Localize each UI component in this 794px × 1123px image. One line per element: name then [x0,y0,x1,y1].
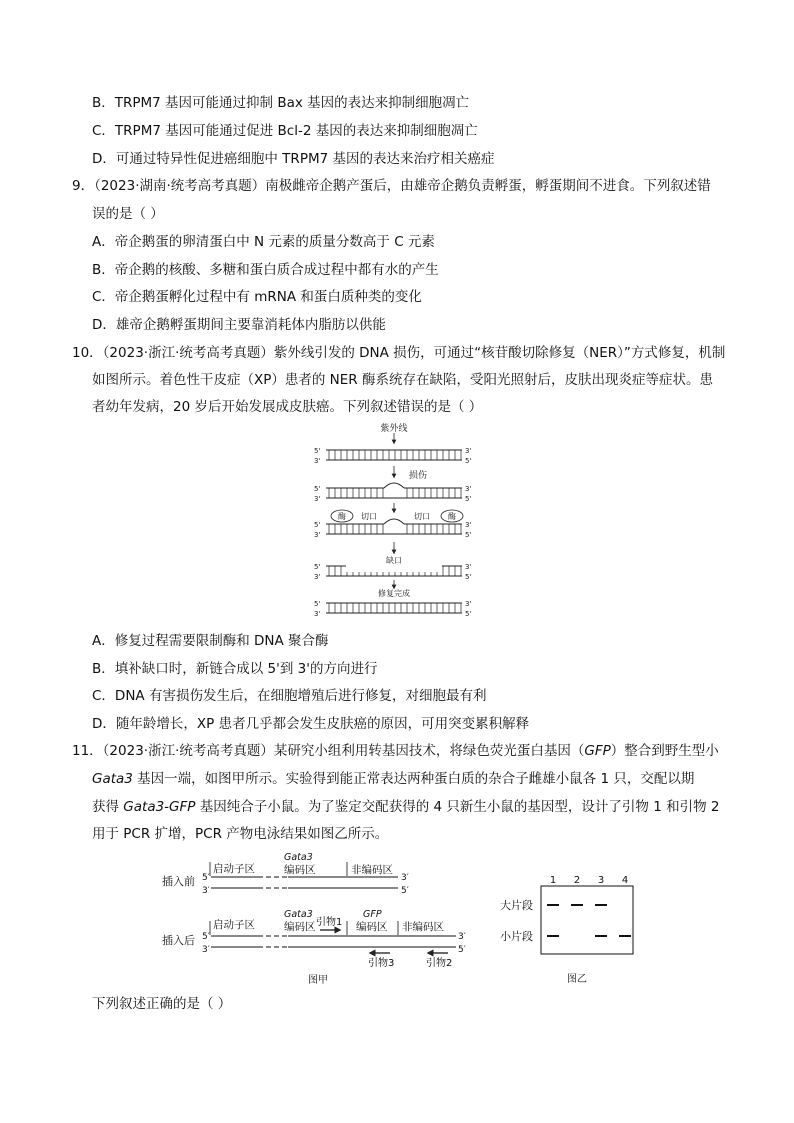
dna-row-4 [314,563,471,581]
svg-text:3': 3' [465,521,472,529]
noncoding-label-1: 非编码区 [351,864,393,876]
q10-option-a: A．修复过程需要限制酶和 DNA 聚合酶 [92,633,329,649]
svg-text:3': 3' [465,485,472,493]
svg-text:5': 5' [314,447,321,455]
svg-text:5': 5' [314,563,321,571]
svg-text:3': 3' [465,447,472,455]
q9-option-c: C．帝企鹅蛋孵化过程中有 mRNA 和蛋白质种类的变化 [92,289,422,305]
svg-text:5': 5' [465,457,472,465]
big-fragment-label: 大片段 [500,899,533,912]
q11-stem-line3: 获得 Gata3-GFP 基因纯合子小鼠。为了鉴定交配获得的 4 只新生小鼠的基因型，设计了引物 1 和引物 2 [92,799,720,815]
svg-text:3′: 3′ [401,873,409,883]
svg-text:5': 5' [314,485,321,493]
ner-repair-figure [312,420,482,620]
q9-option-d: D．雄帝企鹅孵蛋期间主要靠消耗体内脂肪以供能 [92,317,386,333]
cut-right-label: 切口 [414,512,430,521]
coding-label-2: 编码区 [284,921,316,933]
q11-stem-line1: 11．（2023·浙江·统考高考真题）某研究小组利用转基因技术，将绿色荧光蛋白基因（GFP）整合到野生型小 [72,743,719,759]
q11-ask: 下列叙述正确的是（ ） [92,996,232,1012]
before-label: 插入前 [162,875,195,888]
svg-text:5′: 5′ [202,932,210,942]
dna-row-5 [314,600,471,618]
dna-row-2 [314,483,471,503]
gel-frame [541,886,633,954]
done-label: 修复完成 [378,589,410,598]
small-fragment-label: 小片段 [500,930,533,943]
svg-text:5': 5' [314,600,321,608]
svg-text:3': 3' [314,457,321,465]
damage-label: 损伤 [409,471,428,481]
svg-text:3': 3' [314,495,321,503]
svg-text:3': 3' [314,531,321,539]
primer2-label: 引物2 [426,958,453,969]
promoter-label-2: 启动子区 [213,919,255,931]
svg-text:3': 3' [314,610,321,618]
figure-yi-caption: 图乙 [567,974,587,985]
after-label: 插入后 [162,934,195,947]
q9-option-a: A．帝企鹅蛋的卵清蛋白中 N 元素的质量分数高于 C 元素 [92,234,435,250]
coding-label-3: 编码区 [356,921,388,933]
svg-text:3′: 3′ [202,886,210,896]
svg-text:5': 5' [465,573,472,581]
svg-text:3′: 3′ [202,945,210,955]
figure-jia-caption: 图甲 [308,975,328,986]
gata3-label-2: Gata3 [284,909,313,920]
q8-option-d: D．可通过特异性促进癌细胞中 TRPM7 基因的表达来治疗相关癌症 [92,151,495,167]
gfp-gene-name: GFP [584,743,611,759]
cut-left-label: 切口 [361,512,377,521]
enzyme-left-label: 酶 [338,512,346,521]
q10-stem-line2: 如图所示。着色性干皮症（XP）患者的 NER 酶系统存在缺陷，受阳光照射后，皮肤出现炎症等症状。患 [92,372,713,388]
coding-label-1: 编码区 [284,864,316,876]
figure-jia [158,848,478,988]
svg-text:3': 3' [465,600,472,608]
svg-text:5': 5' [314,521,321,529]
q10-option-b: B．填补缺口时，新链合成以 5'到 3'的方向进行 [92,661,378,677]
svg-text:5': 5' [465,610,472,618]
q11-stem-line4: 用于 PCR 扩增，PCR 产物电泳结果如图乙所示。 [92,826,389,842]
svg-text:5': 5' [465,495,472,503]
enzyme-right-label: 酶 [448,512,456,521]
lane-1-label: 1 [549,875,557,886]
svg-text:5′: 5′ [458,945,466,955]
svg-text:5′: 5′ [401,886,409,896]
q9-stem-line2: 误的是（ ） [92,206,164,222]
noncoding-label-2: 非编码区 [402,921,444,933]
gata3-label-1: Gata3 [284,852,313,863]
q8-option-b: B．TRPM7 基因可能通过抑制 Bax 基因的表达来抑制细胞凋亡 [92,95,470,111]
gfp-label: GFP [363,909,382,920]
svg-text:3′: 3′ [458,932,466,942]
gata3-gfp-gene-name: Gata3-GFP [123,799,196,815]
q10-option-c: C．DNA 有害损伤发生后，在细胞增殖后进行修复，对细胞最有利 [92,688,487,704]
lane-2-label: 2 [573,875,581,886]
svg-text:5′: 5′ [202,873,210,883]
q10-stem-line1: 10．（2023·浙江·统考高考真题）紫外线引发的 DNA 损伤，可通过“核苷酸切除修复（NER）”方式修复，机制 [72,345,726,361]
svg-text:3': 3' [314,573,321,581]
q10-option-d: D．随年龄增长，XP 患者几乎都会发生皮肤癌的原因，可用突变累积解释 [92,716,530,732]
lane-4-label: 4 [621,875,629,886]
q10-stem-line3: 者幼年发病，20 岁后开始发展成皮肤癌。下列叙述错误的是（ ） [92,399,483,415]
svg-text:5': 5' [465,531,472,539]
q9-option-b: B．帝企鹅的核酸、多糖和蛋白质合成过程中都有水的产生 [92,262,439,278]
gata3-gene-name: Gata3 [92,771,133,787]
primer3-label: 引物3 [368,958,395,969]
q9-stem-line1: 9．（2023·湖南·统考高考真题）南极雌帝企鹅产蛋后，由雄帝企鹅负责孵蛋，孵蛋期间不进食。下列叙述错 [72,178,711,194]
q11-stem-line2: Gata3 基因一端，如图甲所示。实验得到能正常表达两种蛋白质的杂合子雌雄小鼠各 1 只，交配以期 [92,771,695,787]
svg-text:3': 3' [465,563,472,571]
lane-3-label: 3 [597,875,605,886]
q8-option-c: C．TRPM7 基因可能通过促进 Bcl-2 基因的表达来抑制细胞凋亡 [92,123,478,139]
primer1-label: 引物1 [316,917,343,928]
figure-yi [498,870,648,988]
dna-row-3 [314,519,471,539]
dna-row-1 [314,447,471,465]
promoter-label-1: 启动子区 [213,863,255,875]
gap-label: 缺口 [386,556,402,565]
uv-label: 紫外线 [380,424,408,434]
